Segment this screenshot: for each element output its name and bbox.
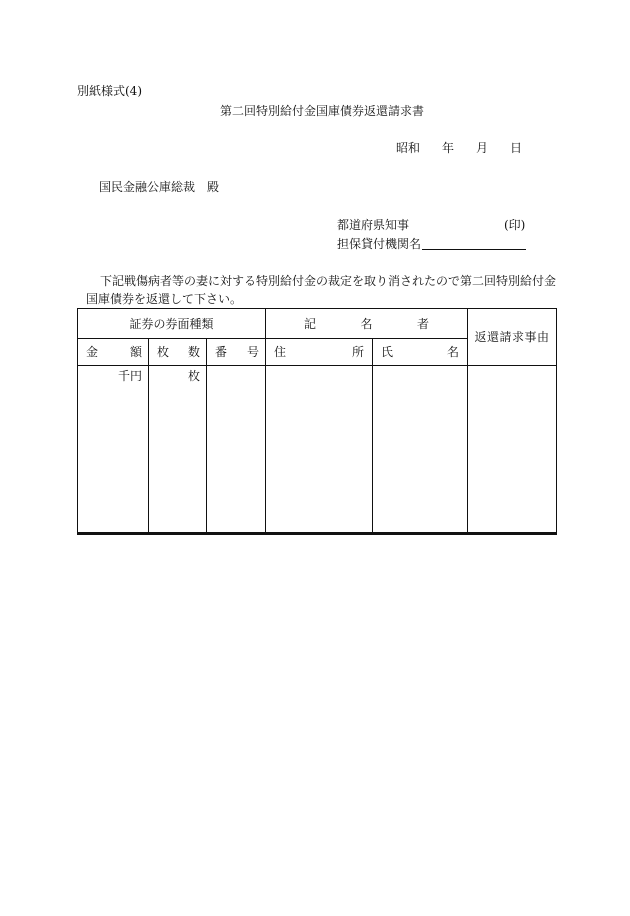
table-header-row-1 [78,309,557,339]
address-cell[interactable] [266,366,373,534]
amount-unit: 千円 [117,369,142,383]
name-header-char-2: 名 [447,345,460,359]
bond-return-table [77,308,557,535]
amount-header-char-1: 金 [86,345,99,359]
amount-cell[interactable] [78,366,149,534]
name-header-char-1: 氏 [381,345,394,359]
count-header [149,339,207,366]
registrant-header-char-3: 者 [417,316,430,331]
governor-label: 都道府県知事 [337,218,410,232]
table-entry-row [78,366,557,534]
address-header [266,339,373,366]
reason-cell[interactable] [468,366,557,534]
document-title: 第二回特別給付金国庫債券返還請求書 [219,104,424,118]
date-year: 年 [442,141,455,155]
amount-header [78,339,149,366]
date-month: 月 [476,141,489,155]
number-header [207,339,266,366]
count-header-char-1: 枚 [157,345,170,359]
bond-face-type-header: 証券の券面種類 [78,309,266,339]
number-header-char-2: 号 [247,345,260,359]
return-reason-header: 返還請求事由 [468,309,557,366]
number-cell[interactable] [207,366,266,534]
name-header [373,339,468,366]
addressee: 国民金融公庫総裁 殿 [99,180,220,194]
number-header-char-1: 番 [215,345,228,359]
date-line [396,141,522,155]
seal-mark: (印) [504,218,526,232]
institution-field-line [422,249,526,250]
date-era: 昭和 [396,141,421,155]
request-text [86,272,566,308]
count-header-char-2: 数 [187,345,200,359]
name-cell[interactable] [373,366,468,534]
registrant-header-char-1: 記 [304,316,317,331]
count-unit: 枚 [187,369,200,383]
address-header-char-2: 所 [352,345,365,359]
institution-label: 担保貸付機関名 [337,237,422,251]
request-text-line-1: 下記戦傷病者等の妻に対する特別給付金の裁定を取り消されたので第二回特別給付金 [100,274,557,288]
registrant-header [266,309,468,339]
request-text-line-2: 国庫債券を返還して下さい。 [86,292,243,306]
date-day: 日 [510,141,523,155]
amount-header-char-2: 額 [129,345,142,359]
count-cell[interactable] [149,366,207,534]
registrant-header-char-2: 名 [360,316,373,331]
address-header-char-1: 住 [274,345,287,359]
form-number: 別紙様式(4) [77,84,142,98]
